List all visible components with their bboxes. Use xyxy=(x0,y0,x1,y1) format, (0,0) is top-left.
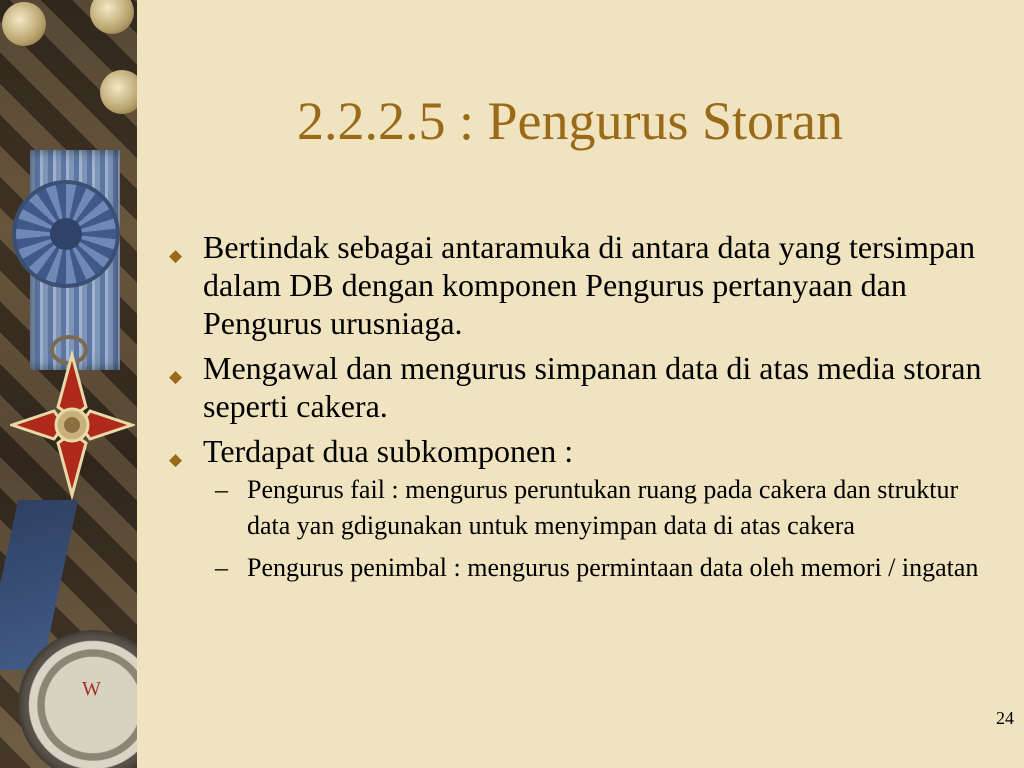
bullet-item xyxy=(165,432,1005,586)
dash-bullet: – xyxy=(215,553,228,582)
sub-bullet-item xyxy=(203,472,1005,544)
bullet-item xyxy=(165,349,1005,425)
slide-title: 2.2.2.5 : Pengurus Storan xyxy=(297,91,843,151)
diamond-bullet-icon: ◆ xyxy=(169,367,183,386)
brass-button-icon xyxy=(100,70,137,114)
diamond-bullet-icon: ◆ xyxy=(169,450,183,469)
diamond-bullet-icon: ◆ xyxy=(169,246,183,265)
brass-button-icon xyxy=(90,0,134,34)
sub-bullet-item xyxy=(203,550,1005,586)
bullet-text: Mengawal dan mengurus simpanan data di atas media storan seperti cakera. xyxy=(203,350,982,424)
bullet-text: Bertindak sebagai antaramuka di antara data yang tersimpan dalam DB dengan komponen Pengurus pertanyaan dan Pengurus urusniaga. xyxy=(203,229,976,341)
medal-cross-icon xyxy=(10,350,135,500)
bullet-item xyxy=(165,228,1005,342)
compass-letter: W xyxy=(82,678,101,700)
bullet-text: Terdapat dua subkomponen : xyxy=(203,433,574,469)
sub-bullet-text: Pengurus fail : mengurus peruntukan ruang pada cakera dan struktur data yan gdigunakan untuk menyimpan data di atas cakera xyxy=(247,475,959,540)
page-number: 24 xyxy=(996,708,1014,728)
dash-bullet: – xyxy=(215,475,228,504)
bullet-list xyxy=(165,228,1005,593)
sub-bullet-text: Pengurus penimbal : mengurus permintaan data oleh memori / ingatan xyxy=(247,553,979,582)
decorative-medal-image xyxy=(0,0,137,768)
sub-bullet-list xyxy=(203,472,1005,586)
brass-button-icon xyxy=(2,2,46,46)
ribbon-rosette-icon xyxy=(12,180,120,288)
